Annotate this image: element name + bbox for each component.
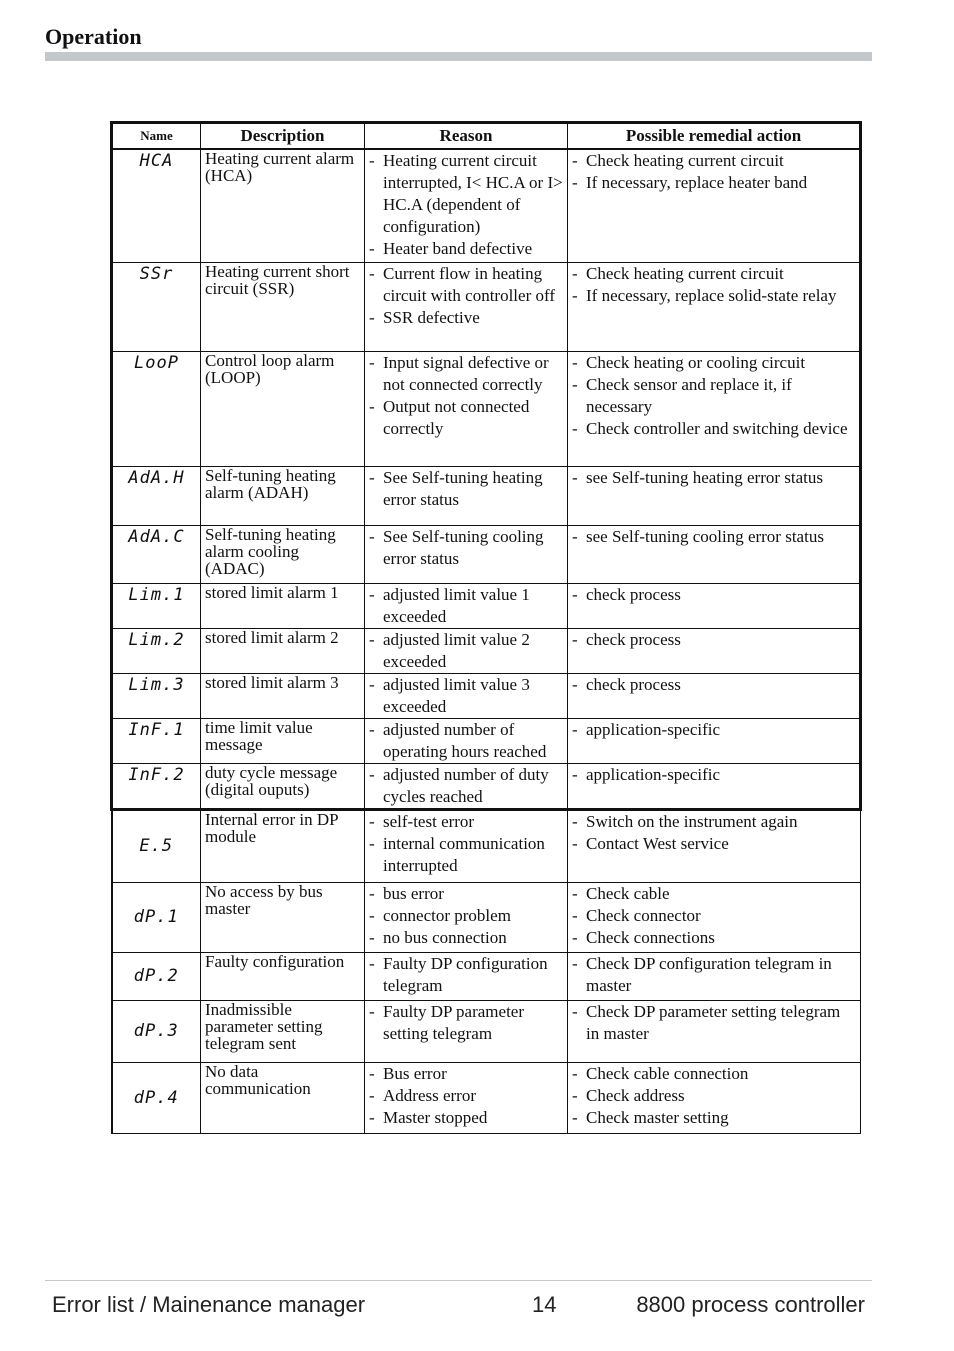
error-description: Inadmissible parameter setting telegram sent xyxy=(201,1000,365,1062)
footer-product: 8800 process controller xyxy=(636,1292,865,1317)
reason-item: - Master stopped xyxy=(369,1107,563,1129)
action-list xyxy=(572,526,855,548)
action-item: - Check sensor and replace it, if necessary xyxy=(572,374,855,418)
reason-list xyxy=(369,263,563,329)
table-row xyxy=(112,882,861,952)
remedial-action xyxy=(568,763,861,809)
footer-rule xyxy=(45,1280,872,1281)
error-code: Lim.1 xyxy=(112,583,201,628)
action-item: - Check DP parameter setting telegram in master xyxy=(572,1001,856,1045)
action-item: - Switch on the instrument again xyxy=(572,811,856,833)
reason-list xyxy=(369,764,563,808)
reason-item: - connector problem xyxy=(369,905,563,927)
table-row xyxy=(112,466,861,525)
action-list xyxy=(572,811,856,855)
reason-item: - Address error xyxy=(369,1085,563,1107)
table-row xyxy=(112,351,861,466)
reason-item: - Heating current circuit interrupted, I< HC.A or I> HC.A (dependent of configuration) xyxy=(369,150,563,238)
action-item: - Check cable connection xyxy=(572,1063,856,1085)
reason-item: - See Self-tuning cooling error status xyxy=(369,526,563,570)
error-description: time limit value message xyxy=(201,718,365,763)
error-reason xyxy=(365,809,568,882)
table-row xyxy=(112,763,861,809)
reason-list xyxy=(369,674,563,718)
remedial-action xyxy=(568,718,861,763)
error-code: HCA xyxy=(112,149,201,262)
action-list xyxy=(572,883,856,949)
action-list xyxy=(572,629,855,651)
error-code: InF.1 xyxy=(112,718,201,763)
action-list xyxy=(572,1001,856,1045)
remedial-action xyxy=(568,673,861,718)
action-item: - Check DP configuration telegram in master xyxy=(572,953,856,997)
reason-list xyxy=(369,526,563,570)
reason-item: - Heater band defective xyxy=(369,238,563,260)
reason-item: - adjusted number of operating hours reached xyxy=(369,719,563,763)
error-reason xyxy=(365,718,568,763)
action-list xyxy=(572,263,855,307)
error-reason xyxy=(365,673,568,718)
table-row xyxy=(112,718,861,763)
action-item: - see Self-tuning heating error status xyxy=(572,467,855,489)
error-code: dP.1 xyxy=(112,882,201,952)
error-code: dP.2 xyxy=(112,952,201,1000)
reason-list xyxy=(369,352,563,440)
error-description: Self-tuning heating alarm (ADAH) xyxy=(201,466,365,525)
action-item: - Check heating current circuit xyxy=(572,150,855,172)
table-row xyxy=(112,1000,861,1062)
action-list xyxy=(572,150,855,194)
action-item: - If necessary, replace heater band xyxy=(572,172,855,194)
reason-list xyxy=(369,150,563,260)
error-code: Lim.2 xyxy=(112,628,201,673)
remedial-action xyxy=(568,525,861,583)
action-item: - Check address xyxy=(572,1085,856,1107)
error-description: Heating current short circuit (SSR) xyxy=(201,262,365,351)
reason-item: - Input signal defective or not connected correctly xyxy=(369,352,563,396)
action-item: - see Self-tuning cooling error status xyxy=(572,526,855,548)
remedial-action xyxy=(568,809,861,882)
table-row xyxy=(112,809,861,882)
reason-item: - Faulty DP configuration telegram xyxy=(369,953,563,997)
reason-item: - adjusted limit value 3 exceeded xyxy=(369,674,563,718)
action-list xyxy=(572,1063,856,1129)
reason-item: - Faulty DP parameter setting telegram xyxy=(369,1001,563,1045)
error-code: LooP xyxy=(112,351,201,466)
error-reason xyxy=(365,952,568,1000)
action-item: - Check heating or cooling circuit xyxy=(572,352,855,374)
reason-item: - bus error xyxy=(369,883,563,905)
error-code: dP.3 xyxy=(112,1000,201,1062)
table-row xyxy=(112,262,861,351)
error-reason xyxy=(365,763,568,809)
reason-item: - Output not connected correctly xyxy=(369,396,563,440)
error-code: dP.4 xyxy=(112,1062,201,1133)
error-code: AdA.H xyxy=(112,466,201,525)
action-item: - Contact West service xyxy=(572,833,856,855)
remedial-action xyxy=(568,882,861,952)
error-reason xyxy=(365,628,568,673)
action-item: - Check connections xyxy=(572,927,856,949)
error-description: No access by bus master xyxy=(201,882,365,952)
error-reason xyxy=(365,466,568,525)
table-row xyxy=(112,149,861,262)
remedial-action xyxy=(568,583,861,628)
error-description: Faulty configuration xyxy=(201,952,365,1000)
action-list xyxy=(572,584,855,606)
error-table xyxy=(110,121,862,1134)
reason-list xyxy=(369,1001,563,1045)
reason-list xyxy=(369,467,563,511)
table-row xyxy=(112,952,861,1000)
remedial-action xyxy=(568,262,861,351)
remedial-action xyxy=(568,628,861,673)
reason-list xyxy=(369,719,563,763)
action-item: - check process xyxy=(572,584,855,606)
header-name: Name xyxy=(112,123,201,150)
table-row xyxy=(112,583,861,628)
action-list xyxy=(572,467,855,489)
error-reason xyxy=(365,1062,568,1133)
error-description: No data communication xyxy=(201,1062,365,1133)
error-reason xyxy=(365,351,568,466)
remedial-action xyxy=(568,149,861,262)
reason-list xyxy=(369,811,563,877)
reason-item: - self-test error xyxy=(369,811,563,833)
title-bar xyxy=(45,52,872,61)
page-number: 14 xyxy=(532,1292,557,1317)
action-list xyxy=(572,719,855,741)
error-description: stored limit alarm 1 xyxy=(201,583,365,628)
table-row xyxy=(112,673,861,718)
action-list xyxy=(572,352,855,440)
action-item: - If necessary, replace solid-state relay xyxy=(572,285,855,307)
error-description: duty cycle message (digital ouputs) xyxy=(201,763,365,809)
reason-list xyxy=(369,883,563,949)
action-item: - Check heating current circuit xyxy=(572,263,855,285)
error-reason xyxy=(365,525,568,583)
error-reason xyxy=(365,1000,568,1062)
table-row xyxy=(112,1062,861,1133)
reason-item: - SSR defective xyxy=(369,307,563,329)
header-action: Possible remedial action xyxy=(568,123,861,150)
table-row xyxy=(112,525,861,583)
section-title: Operation xyxy=(45,24,142,49)
error-code: SSr xyxy=(112,262,201,351)
error-code: Lim.3 xyxy=(112,673,201,718)
error-code: AdA.C xyxy=(112,525,201,583)
reason-list xyxy=(369,953,563,997)
reason-item: - adjusted limit value 1 exceeded xyxy=(369,584,563,628)
remedial-action xyxy=(568,1062,861,1133)
action-item: - check process xyxy=(572,629,855,651)
error-reason xyxy=(365,149,568,262)
action-list xyxy=(572,674,855,696)
remedial-action xyxy=(568,351,861,466)
header-reason: Reason xyxy=(365,123,568,150)
reason-item: - internal communication interrupted xyxy=(369,833,563,877)
remedial-action xyxy=(568,466,861,525)
action-item: - Check master setting xyxy=(572,1107,856,1129)
error-description: stored limit alarm 2 xyxy=(201,628,365,673)
reason-item: - no bus connection xyxy=(369,927,563,949)
error-code: InF.2 xyxy=(112,763,201,809)
error-code: E.5 xyxy=(112,809,201,882)
error-description: stored limit alarm 3 xyxy=(201,673,365,718)
reason-list xyxy=(369,1063,563,1129)
action-item: - Check connector xyxy=(572,905,856,927)
action-list xyxy=(572,764,855,786)
action-item: - Check controller and switching device xyxy=(572,418,855,440)
action-item: - application-specific xyxy=(572,719,855,741)
reason-list xyxy=(369,629,563,673)
reason-item: - Current flow in heating circuit with controller off xyxy=(369,263,563,307)
remedial-action xyxy=(568,952,861,1000)
error-reason xyxy=(365,882,568,952)
reason-item: - Bus error xyxy=(369,1063,563,1085)
error-reason xyxy=(365,262,568,351)
reason-item: - adjusted number of duty cycles reached xyxy=(369,764,563,808)
error-description: Control loop alarm (LOOP) xyxy=(201,351,365,466)
reason-list xyxy=(369,584,563,628)
action-item: - Check cable xyxy=(572,883,856,905)
table-body xyxy=(112,149,861,1133)
error-description: Internal error in DP module xyxy=(201,809,365,882)
error-reason xyxy=(365,583,568,628)
error-description: Self-tuning heating alarm cooling (ADAC) xyxy=(201,525,365,583)
error-description: Heating current alarm (HCA) xyxy=(201,149,365,262)
header-description: Description xyxy=(201,123,365,150)
reason-item: - See Self-tuning heating error status xyxy=(369,467,563,511)
reason-item: - adjusted limit value 2 exceeded xyxy=(369,629,563,673)
remedial-action xyxy=(568,1000,861,1062)
action-item: - check process xyxy=(572,674,855,696)
action-item: - application-specific xyxy=(572,764,855,786)
footer-title: Error list / Mainenance manager xyxy=(52,1292,366,1317)
action-list xyxy=(572,953,856,997)
table-row xyxy=(112,628,861,673)
